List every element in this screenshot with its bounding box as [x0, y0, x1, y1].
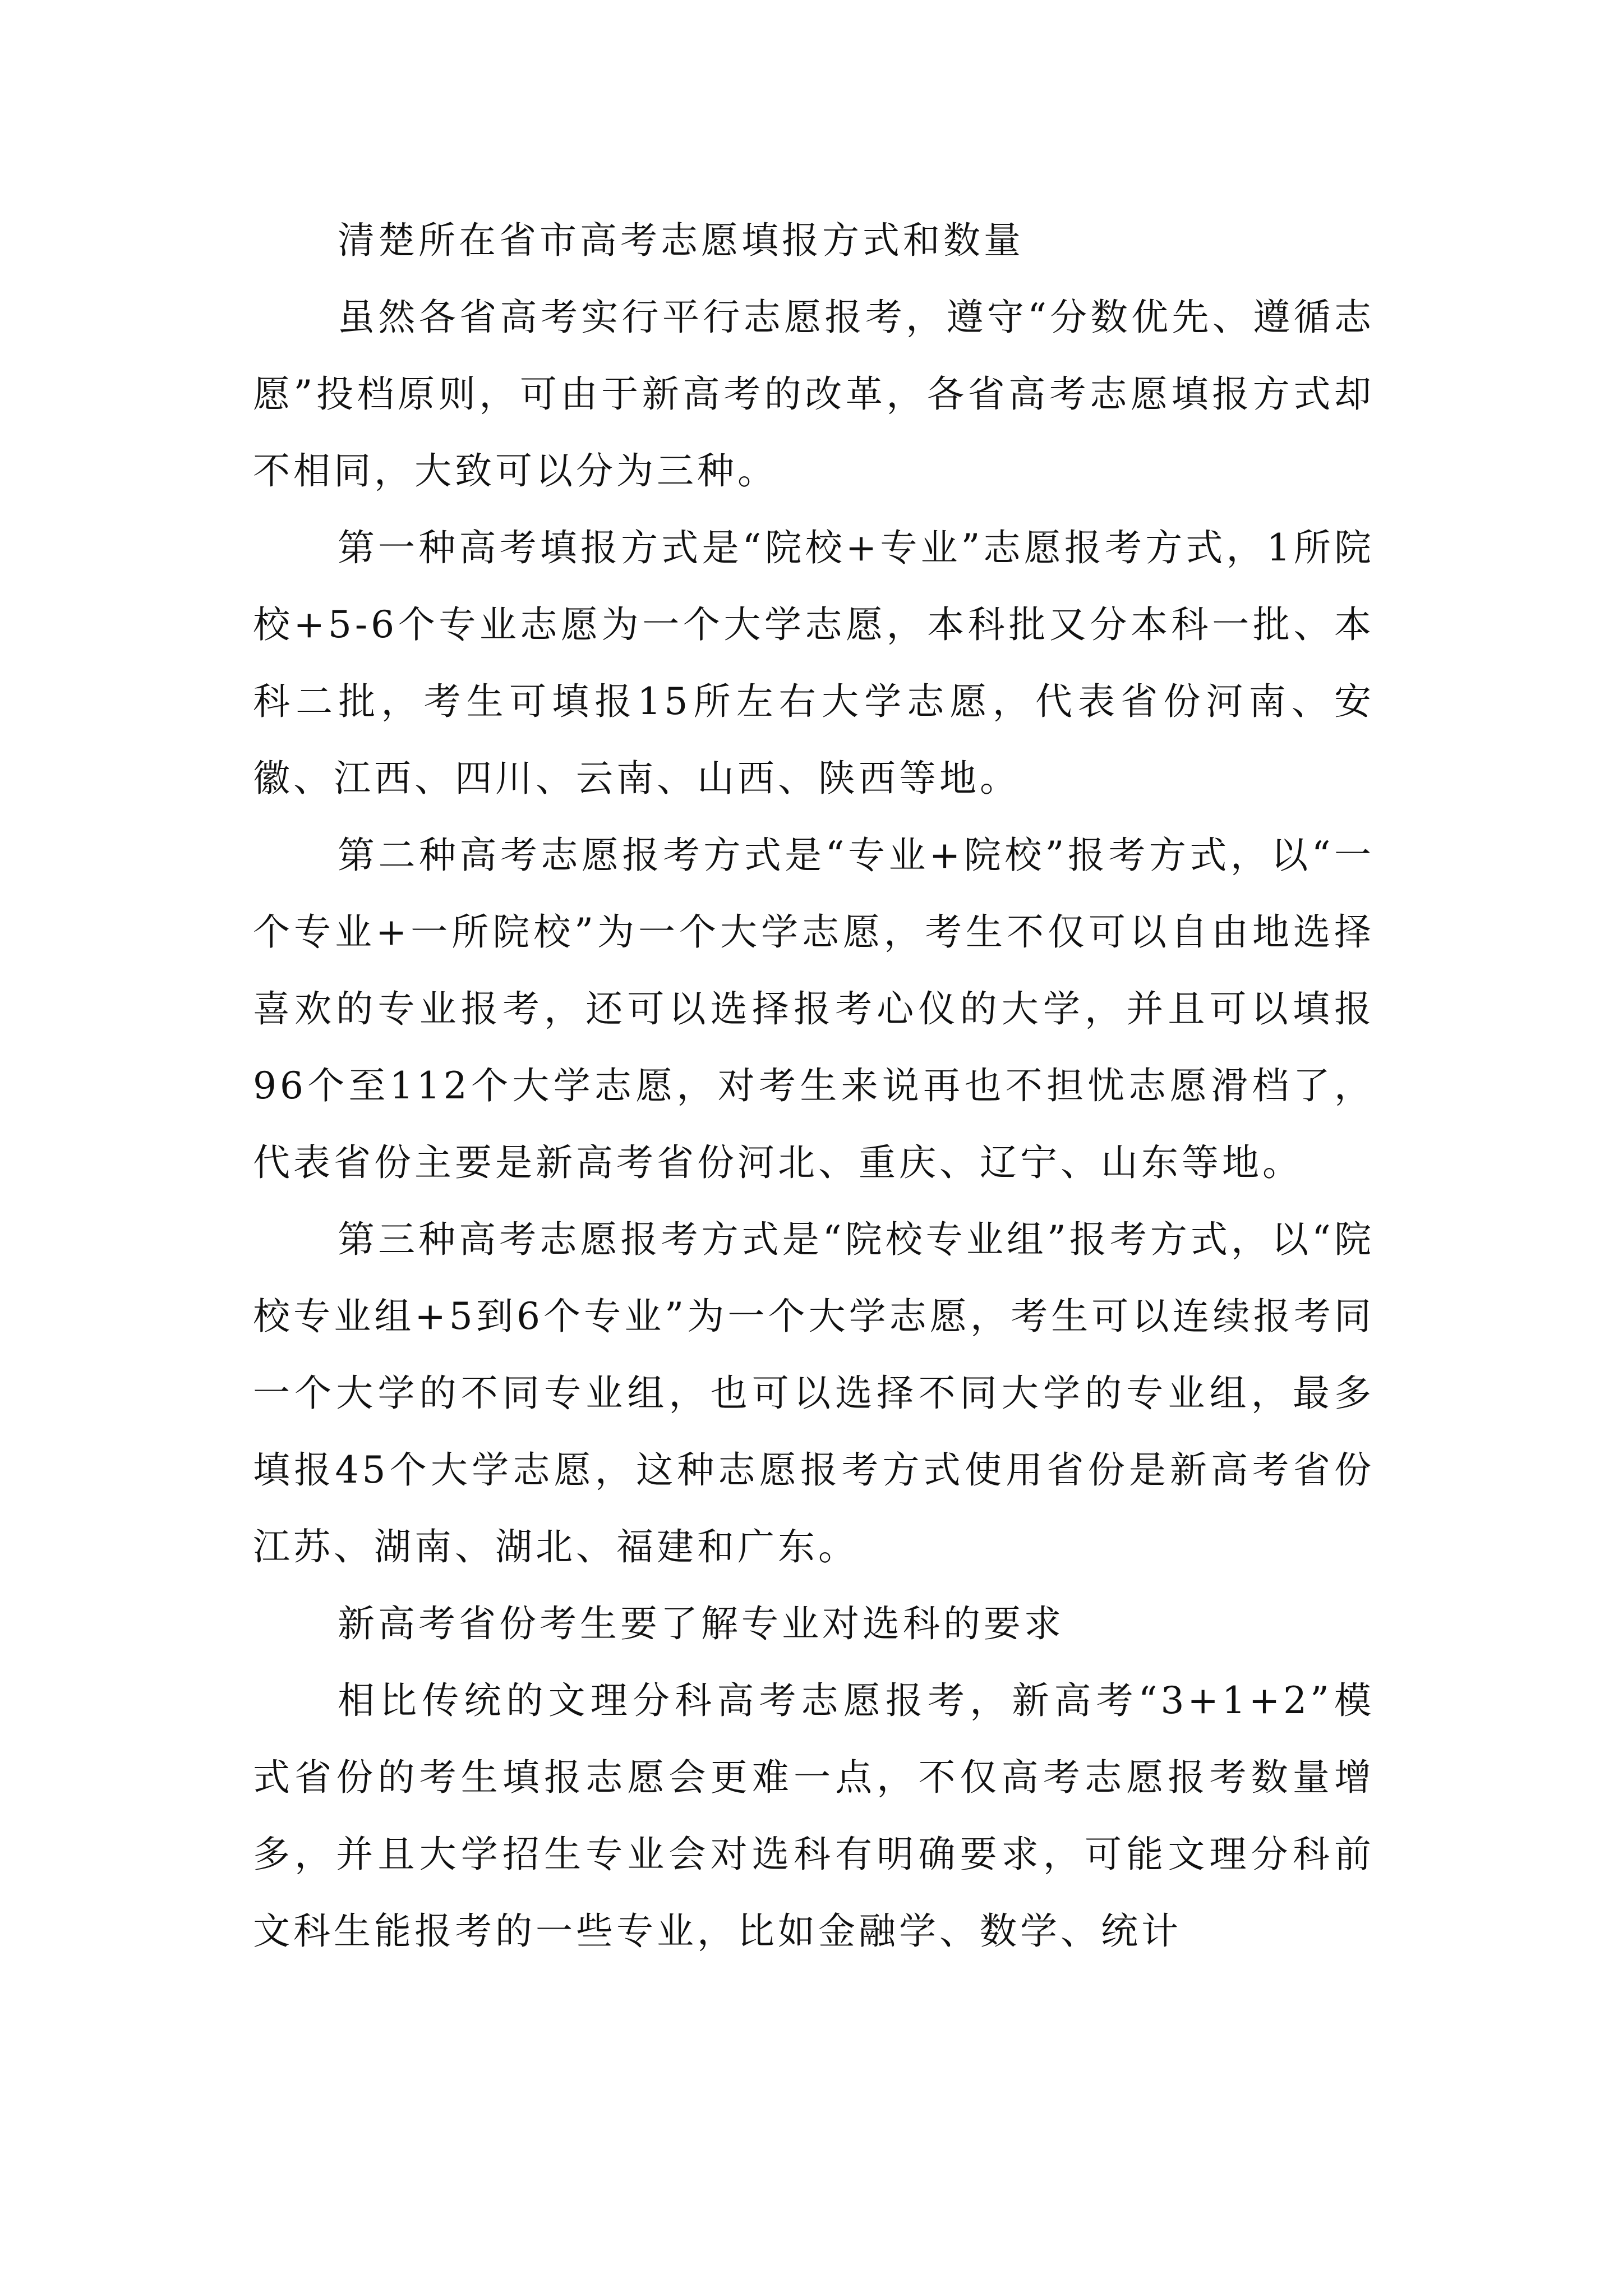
- paragraph-method-three: 第三种高考志愿报考方式是“院校专业组”报考方式，以“院校专业组+5到6个专业”为一个大学志愿，考生可以连续报考同一个大学的不同专业组，也可以选择不同大学的专业组，最多填报45个大学志愿，这种志愿报考方式使用省份是新高考省份江苏、湖南、湖北、福建和广东。: [253, 1218, 1375, 1568]
- paragraph-subject-requirements: 相比传统的文理分科高考志愿报考，新高考“3+1+2”模式省份的考生填报志愿会更难一点，不仅高考志愿报考数量增多，并且大学招生专业会对选科有明确要求，可能文理分科前文科生能报考的一些专业，比如金融学、数学、统计: [253, 1679, 1375, 1953]
- document-body: [253, 202, 1375, 1970]
- paragraph-intro: 虽然各省高考实行平行志愿报考，遵守“分数优先、遵循志愿”投档原则，可由于新高考的改革，各省高考志愿填报方式却不相同，大致可以分为三种。: [253, 296, 1375, 493]
- section-heading-volunteer-methods: 清楚所在省市高考志愿填报方式和数量: [338, 219, 1024, 262]
- paragraph-method-one: 第一种高考填报方式是“院校+专业”志愿报考方式，1所院校+5-6个专业志愿为一个大学志愿，本科批又分本科一批、本科二批，考生可填报15所左右大学志愿，代表省份河南、安徽、江西、四川、云南、山西、陕西等地。: [253, 526, 1375, 800]
- paragraph-method-two: 第二种高考志愿报考方式是“专业+院校”报考方式，以“一个专业+一所院校”为一个大学志愿，考生不仅可以自由地选择喜欢的专业报考，还可以选择报考心仪的大学，并且可以填报96个至112个大学志愿，对考生来说再也不担忧志愿滑档了，代表省份主要是新高考省份河北、重庆、辽宁、山东等地。: [253, 834, 1375, 1184]
- section-heading-subject-requirements: 新高考省份考生要了解专业对选科的要求: [338, 1602, 1064, 1645]
